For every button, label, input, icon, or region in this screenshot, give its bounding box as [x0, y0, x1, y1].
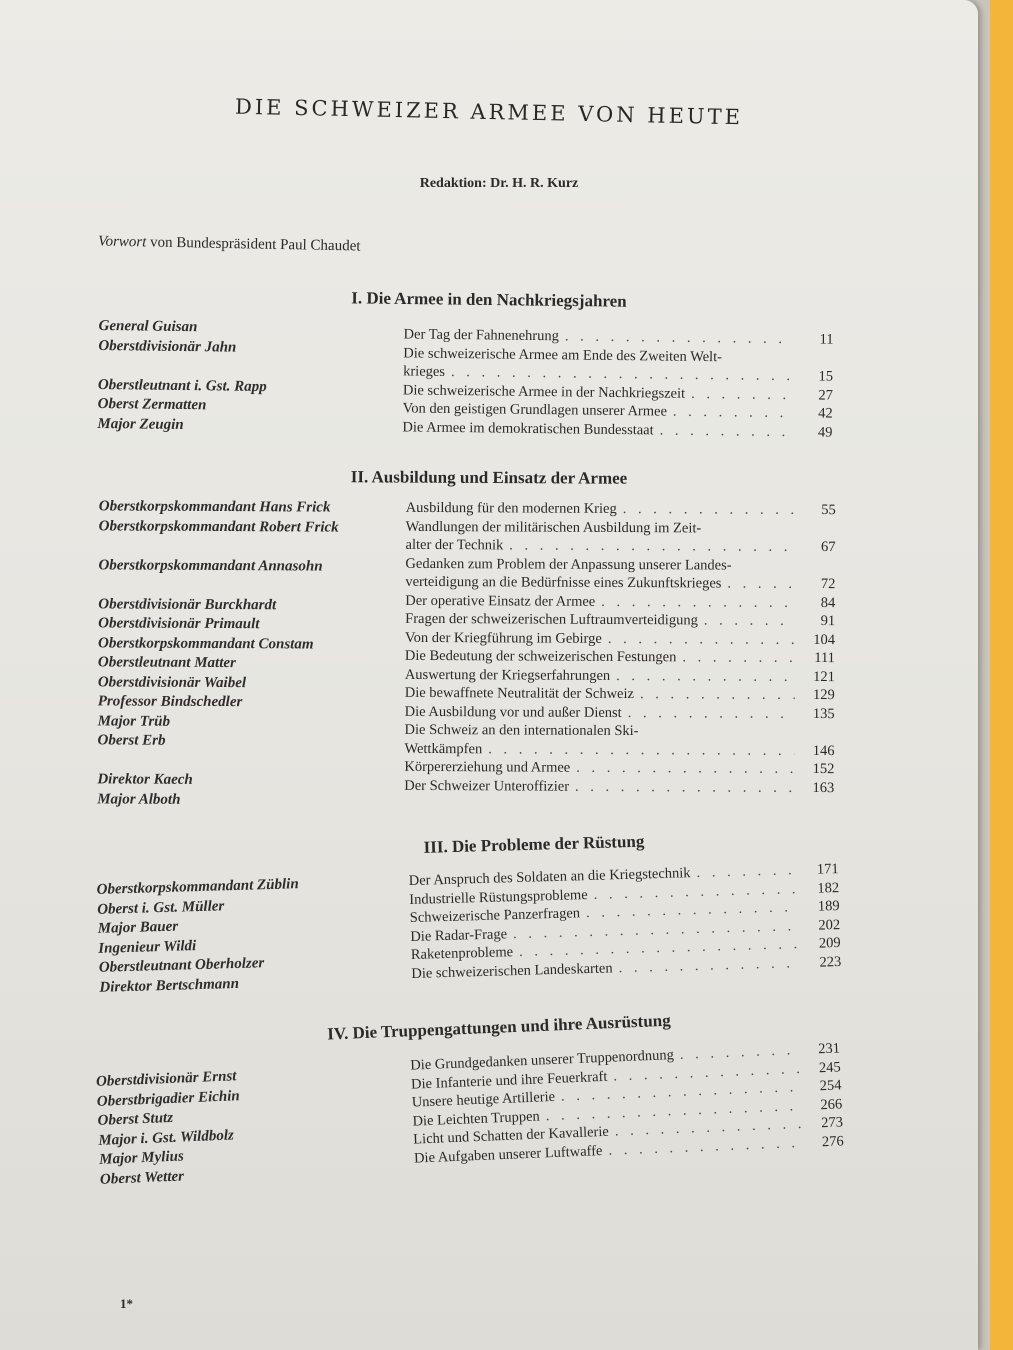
author-name: Oberstkorpskommandant Züblin — [96, 876, 299, 898]
dot-leader — [488, 740, 794, 760]
section-2-authors — [97, 497, 339, 810]
author-name: Major Trüb — [97, 712, 171, 730]
author-name: Oberstkorpskommandant Robert Frick — [98, 517, 339, 536]
toc-entry — [405, 610, 835, 631]
author-name: Major Alboth — [97, 790, 181, 808]
toc-entry-title: Wettkämpfen — [404, 740, 483, 757]
toc-entry-title: Licht und Schatten der Kavallerie — [412, 1123, 610, 1148]
toc-entry-title: Die schweizerischen Landeskarten — [411, 959, 613, 982]
author-name: Oberstleutnant Matter — [97, 654, 236, 672]
page-number: 67 — [820, 539, 836, 556]
page-number: 49 — [817, 423, 833, 441]
book-title: DIE SCHWEIZER ARMEE VON HEUTE — [234, 94, 744, 130]
toc-entry-title: Der Anspruch des Soldaten an die Kriegstechnik — [408, 865, 691, 890]
page-number: 266 — [820, 1095, 843, 1113]
toc-entry-title: Ausbildung für den modernen Krieg — [405, 499, 617, 517]
toc-entry-title: alter der Technik — [405, 536, 504, 554]
dot-leader — [623, 500, 796, 519]
toc-entry-title: Die Armee im demokratischen Bundesstaat — [402, 418, 654, 438]
toc-entry-title: verteidigung an die Bedürfnisse eines Zukunftskrieges — [405, 573, 722, 592]
toc-entry-title: Von der Kriegführung im Gebirge — [405, 629, 602, 647]
author-name: Oberst Erb — [97, 732, 166, 749]
section-3-entries — [409, 860, 842, 983]
page-number: 189 — [817, 898, 840, 915]
page-number: 111 — [814, 650, 835, 667]
toc-entry — [404, 758, 834, 779]
toc-entry-title: Raketenprobleme — [410, 944, 514, 963]
page-number: 223 — [819, 953, 842, 971]
toc-entry-title: Der Schweizer Unteroffizier — [404, 777, 570, 795]
toc-entry-title: Der operative Einsatz der Armee — [405, 592, 596, 610]
author-name: Oberst Wetter — [99, 1167, 185, 1188]
dot-leader — [628, 704, 795, 723]
toc-entry — [403, 344, 833, 386]
toc-entry — [405, 665, 835, 686]
dot-leader — [682, 648, 795, 667]
author-name: Oberstbrigadier Eichin — [96, 1087, 240, 1110]
toc-entry-title: Schweizerische Panzerfragen — [409, 905, 581, 927]
author-name: General Guisan — [98, 317, 198, 336]
toc-entry-title: Die Leichten Truppen — [412, 1108, 541, 1130]
author-name — [98, 356, 267, 378]
toc-entry-title: Unsere heutige Artillerie — [411, 1088, 556, 1111]
editor-line: Redaktion: Dr. H. R. Kurz — [419, 176, 579, 191]
section-heading-2: II. Ausbildung und Einsatz der Armee — [350, 467, 628, 488]
dot-leader — [575, 777, 794, 797]
page-number: 135 — [812, 705, 835, 722]
author-name: Oberstleutnant Oberholzer — [98, 955, 265, 976]
page-number: 121 — [813, 668, 835, 685]
section-2-entries — [404, 499, 836, 797]
foreword-line — [98, 233, 361, 255]
toc-entry — [405, 647, 835, 668]
page-number: 209 — [818, 934, 841, 952]
author-name: Major i. Gst. Wildbolz — [98, 1126, 235, 1149]
page-number: 152 — [812, 761, 835, 778]
page-number: 11 — [819, 331, 834, 348]
author-name — [98, 575, 338, 596]
dot-leader — [616, 666, 795, 685]
foreword-label: Vorwort — [97, 233, 147, 251]
dot-leader — [608, 629, 795, 648]
author-name: Professor Bindschedler — [97, 693, 243, 711]
author-name: Oberst Zermatten — [97, 395, 207, 414]
toc-entry-title: Die Aufgaben unserer Luftwaffe — [413, 1142, 603, 1167]
dot-leader — [509, 536, 795, 556]
author-name — [99, 536, 339, 557]
toc-entry-title: Auswertung der Kriegserfahrungen — [404, 666, 611, 684]
author-name: Oberstdivisionär Waibel — [97, 673, 247, 691]
page-number: 163 — [812, 779, 835, 796]
page-number: 245 — [818, 1058, 842, 1076]
page-number: 202 — [818, 916, 841, 934]
author-name: Oberstdivisionär Burckhardt — [98, 595, 277, 613]
dot-leader — [727, 575, 795, 594]
toc-entry-title-line: Wandlungen der militärischen Ausbildung im Zeit- — [405, 518, 702, 536]
author-name: Oberstdivisionär Jahn — [98, 337, 237, 356]
toc-entry-title: Die Infanterie und ihre Feuerkraft — [410, 1068, 608, 1093]
author-name: Oberst Stutz — [97, 1109, 174, 1129]
toc-entry-title: Der Tag der Fahnenehrung — [403, 326, 560, 345]
toc-entry-title: Die Radar-Frage — [410, 925, 508, 945]
page-number: 42 — [818, 405, 833, 422]
toc-entry — [405, 554, 835, 593]
author-name: Direktor Kaech — [97, 771, 193, 788]
author-name: Oberstdivisionär Ernst — [95, 1068, 237, 1090]
toc-entry — [405, 702, 835, 723]
page-number: 91 — [820, 613, 836, 630]
author-name: Oberstdivisionär Primault — [98, 615, 260, 633]
toc-entry — [405, 684, 835, 705]
toc-entry-title-line: Die schweizerische Armee am Ende des Zweiten Welt- — [403, 344, 723, 365]
toc-entry-title: Körpererziehung und Armee — [404, 758, 571, 776]
page-number: 129 — [812, 687, 835, 704]
author-name: Oberstleutnant i. Gst. Rapp — [97, 376, 267, 395]
page-number: 171 — [816, 861, 839, 878]
toc-entry-title: Die schweizerische Armee in der Nachkriegszeit — [402, 381, 686, 402]
page-number: 146 — [812, 742, 835, 759]
page-number: 231 — [817, 1040, 841, 1058]
toc-entry-title-line: Gedanken zum Problem der Anpassung unserer Landes- — [405, 555, 732, 574]
section-3-authors — [96, 875, 301, 998]
dot-leader — [673, 403, 793, 423]
dot-leader — [691, 384, 793, 404]
author-name: Direktor Bertschmann — [99, 975, 240, 996]
toc-entry — [404, 776, 834, 797]
toc-entry-title: krieges — [403, 363, 446, 380]
author-name: Major Zeugin — [97, 415, 184, 433]
author-name — [97, 751, 337, 772]
toc-entry-title: Fragen der schweizerischen Luftraumverteidigung — [405, 610, 698, 629]
page-number: 104 — [813, 631, 836, 648]
author-name: Oberstkorpskommandant Constam — [98, 634, 314, 652]
toc-entry — [404, 721, 834, 760]
toc-entry-title: Von den geistigen Grundlagen unserer Armee — [402, 400, 668, 420]
dot-leader — [640, 685, 795, 704]
toc-entry — [405, 628, 835, 649]
author-name: Oberst i. Gst. Müller — [96, 897, 225, 918]
author-name: Ingenieur Wildi — [98, 937, 197, 957]
section-1-authors — [97, 317, 267, 436]
author-name: Oberstkorpskommandant Hans Frick — [98, 498, 331, 516]
page-number: 276 — [821, 1132, 844, 1150]
section-4-entries — [410, 1039, 844, 1167]
dot-leader — [704, 611, 795, 630]
section-heading-1: I. Die Armee in den Nachkriegsjahren — [351, 288, 627, 311]
toc-entry-title: Die Bedeutung der schweizerischen Festungen — [404, 647, 677, 666]
author-name: Oberstkorpskommandant Annasohn — [98, 556, 323, 575]
page-number: 273 — [820, 1114, 844, 1132]
author-name: Major Bauer — [97, 918, 179, 937]
section-1-entries — [402, 325, 833, 441]
dot-leader — [576, 759, 794, 779]
page-number: 55 — [821, 502, 836, 519]
toc-entry-title-line: Die Schweiz an den internationalen Ski- — [404, 721, 639, 740]
page-number: 15 — [818, 368, 834, 385]
author-name: Major Mylius — [98, 1148, 185, 1168]
page-number: 84 — [820, 594, 836, 611]
toc-entry-title: Die Grundgedanken unserer Truppenordnung — [409, 1047, 675, 1074]
page-marker: 1* — [120, 1296, 133, 1311]
section-heading-4: IV. Die Truppengattungen und ihre Ausrüstung — [326, 1010, 671, 1044]
page-number: 254 — [819, 1077, 842, 1095]
page-number: 27 — [818, 386, 833, 404]
section-heading-3: III. Die Probleme der Rüstung — [423, 831, 645, 857]
dot-leader — [660, 421, 793, 441]
section-4-authors — [96, 1067, 244, 1190]
dot-leader — [618, 954, 801, 978]
foreword-text: von Bundespräsident Paul Chaudet — [149, 234, 361, 255]
toc-entry — [405, 517, 835, 556]
page-number: 72 — [820, 576, 836, 593]
page-number: 182 — [817, 879, 840, 897]
dot-leader — [601, 592, 795, 612]
toc-entry-title: Industrielle Rüstungsprobleme — [409, 886, 588, 908]
toc-entry — [402, 418, 832, 442]
toc-entry — [405, 591, 835, 612]
toc-entry-title: Die bewaffnete Neutralität der Schweiz — [404, 684, 635, 703]
toc-entry-title: Die Ausbildung vor und außer Dienst — [404, 703, 622, 721]
toc-entry — [406, 499, 836, 520]
